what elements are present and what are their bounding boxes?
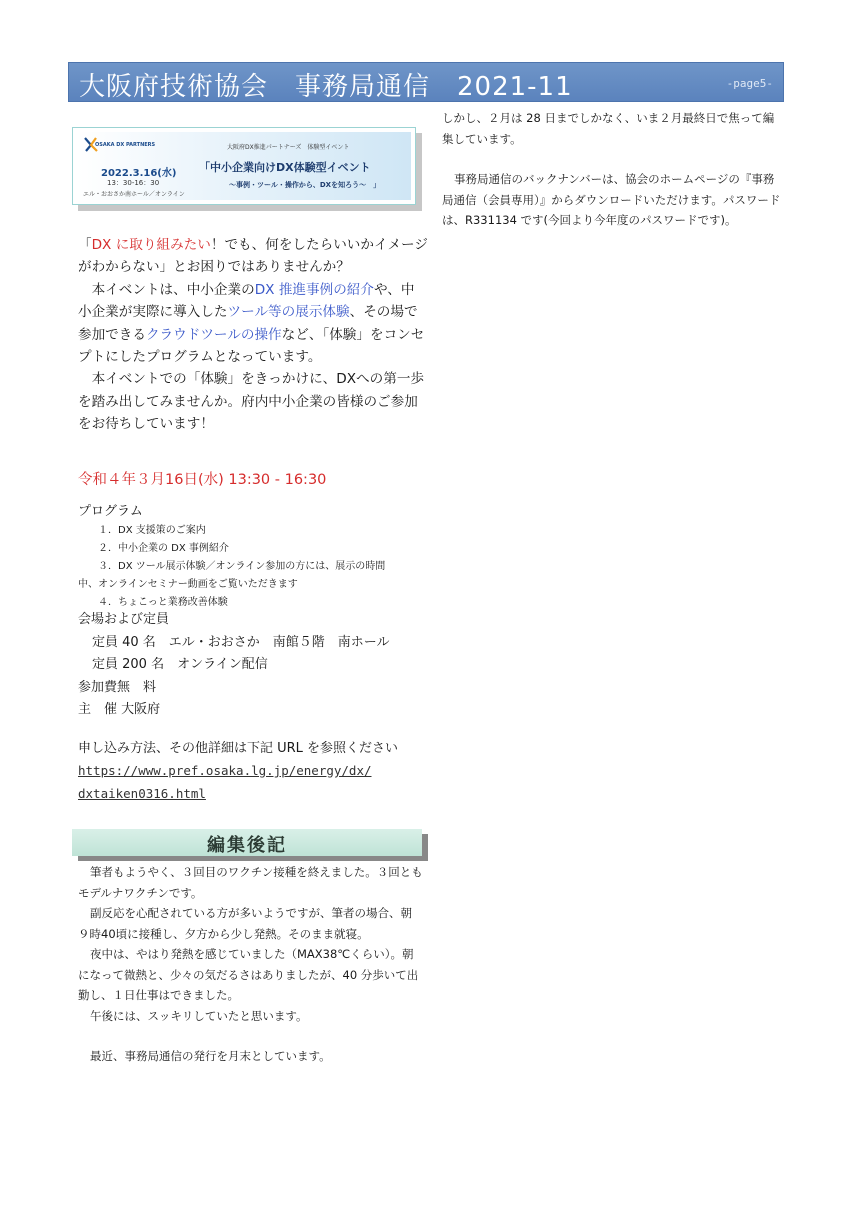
host-line: 主 催 大阪府: [78, 702, 161, 717]
banner-subline: ～事例・ツール・操作から、DXを知ろう～ 」: [229, 181, 381, 189]
event-banner: [72, 127, 416, 205]
intro-text: 、その場で参加できる: [78, 304, 418, 343]
program-item: ３．DX ツール展示体験／オンライン参加の方には、展示の時間: [98, 561, 386, 572]
right-column: [442, 108, 782, 231]
postscript-paragraph: 筆者もようやく、３回目のワクチン接種を終えました。３回ともモデルナワクチンです。: [78, 865, 423, 900]
postscript-paragraph: 午後には、スッキリしていたと思います。: [90, 1008, 308, 1023]
banner-logo-text: OSAKA DX PARTNERS: [95, 142, 156, 148]
venue-line: 定員 200 名 オンライン配信: [92, 657, 268, 672]
intro-text: など、「体験」をコンセプトにしたプログラムとなっています。: [78, 326, 425, 366]
postscript-heading-box: [72, 829, 422, 856]
right-paragraph: しかし、２月は 28 日までしかなく、いま２月最終日で焦って編集しています。: [442, 111, 775, 146]
intro-text: ！でも、何をしたらいいかイメージがわからない」とお困りではありませんか？: [78, 237, 428, 276]
event-intro: [78, 234, 428, 436]
event-url-link-continued[interactable]: dxtaiken0316.html: [78, 786, 206, 801]
fee-line: 参加費無 料: [78, 679, 157, 695]
page-header: [68, 62, 784, 102]
page-number: -page5-: [726, 77, 773, 90]
intro-paragraph-3: [78, 368, 428, 435]
postscript-heading: 編集後記: [207, 835, 287, 856]
event-date: 令和４年３月16日(水) 13:30 - 16:30: [78, 472, 327, 488]
highlight-dx-cases: DX 推進事例の紹介: [254, 281, 374, 298]
postscript-paragraph: 夜中は、やはり発熱を感じていました（MAX38℃くらい）。朝になって微熱と、少々の気だるさはありましたが、40 分歩いて出勤し、１日仕事はできました。: [78, 947, 419, 1002]
banner-panel: [77, 132, 411, 200]
apply-text: 申し込み方法、その他詳細は下記 URL を参照ください: [78, 741, 399, 756]
banner-org-line: 大阪府DX推進パートナーズ 体験型イベント: [227, 144, 350, 151]
header-title: 大阪府技術協会 事務局通信 2021-11: [79, 72, 573, 102]
right-paragraph: 事務局通信のバックナンバーは、協会のホームページの『事務局通信（会員専用）』からダウンロードいただけます。パスワードは、R331134 です(今回より今年度のパスワードです)。: [442, 172, 781, 227]
intro-paragraph-1: [78, 234, 428, 279]
application-info: [78, 738, 438, 806]
highlight-text: DX に取り組みたい: [91, 237, 211, 253]
intro-text: や、中小企業が実際に導入した: [78, 281, 415, 321]
event-info: [78, 609, 438, 722]
postscript-paragraph: 最近、事務局通信の発行を月末としています。: [90, 1049, 331, 1063]
program-item: ４．ちょこっと業務改善体験: [98, 597, 228, 608]
highlight-cloud-tool: クラウドツールの操作: [145, 326, 282, 343]
program-item: １．DX 支援策のご案内: [98, 525, 206, 536]
program-item: ２．中小企業の DX 事例紹介: [98, 543, 229, 554]
banner-venue: エル・おおさか南ホール／オンライン: [83, 191, 185, 198]
venue-line: 定員 40 名 エル・おおさか 南館５階 南ホール: [92, 634, 390, 650]
program-heading: プログラム: [78, 504, 143, 519]
intro-text: 本イベントは、中小企業の: [91, 281, 255, 298]
quote-open: 「: [78, 237, 92, 253]
postscript-body: [78, 862, 423, 1067]
event-url-link[interactable]: https://www.pref.osaka.lg.jp/energy/dx/: [78, 763, 372, 778]
banner-time: 13：30-16：30: [107, 179, 160, 187]
intro-text: 本イベントでの「体験」をきっかけに、DXへの第一歩を踏み出してみませんか。府内中小企業の皆様のご参加をお待ちしています！: [78, 371, 425, 433]
intro-paragraph-2: [78, 279, 428, 369]
banner-date: 2022.3.16(水): [101, 168, 177, 179]
program-item-continued: 中、オンラインセミナー動画をご覧いただきます: [78, 579, 298, 590]
highlight-tool-exhibit: ツール等の展示体験: [227, 304, 350, 321]
postscript-paragraph: 副反応を心配されている方が多いようですが、筆者の場合、朝９時40頃に接種し、夕方から少し発熱。そのまま就寝。: [78, 906, 412, 941]
program-list: [78, 522, 428, 612]
banner-headline: 「中小企業向けDX体験型イベント: [199, 161, 371, 174]
venue-heading: 会場および定員: [78, 612, 170, 627]
